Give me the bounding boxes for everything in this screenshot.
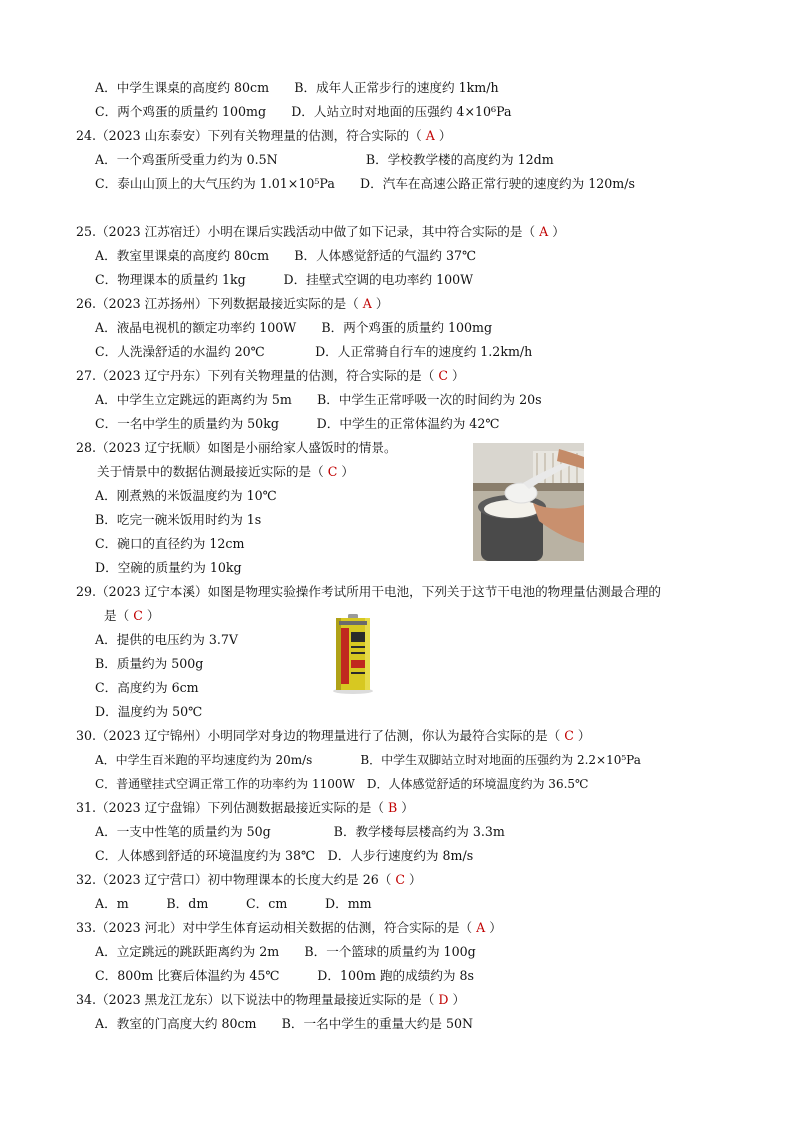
q24-options-cd: C．泰山山顶上的大气压约为 1.01×10⁵Pa D．汽车在高速公路正常行驶的速度约为 120m/s xyxy=(95,176,635,191)
q33-options-ab: A．立定跳远的跳跃距离约为 2m B．一个篮球的质量约为 100g xyxy=(95,944,476,959)
q27-stem: 27.（2023 辽宁丹东）下列有关物理量的估测，符合实际的是（ C ） xyxy=(76,368,465,383)
q33-stem: 33.（2023 河北）对中学生体育运动相关数据的估测，符合实际的是（ A ） xyxy=(76,920,502,935)
q26-options-cd: C．人洗澡舒适的水温约 20℃ D．人正常骑自行车的速度约 1.2km/h xyxy=(95,344,533,359)
q28-stem-cont: 关于情景中的数据估测最接近实际的是（ C ） xyxy=(97,464,354,479)
q34-answer: D xyxy=(438,992,449,1007)
q31-stem: 31.（2023 辽宁盘锦）下列估测数据最接近实际的是（ B ） xyxy=(76,800,414,815)
q26-options-ab: A．液晶电视机的额定功率约 100W B．两个鸡蛋的质量约 100mg xyxy=(95,320,493,335)
q27-options-cd: C．一名中学生的质量约为 50kg D．中学生的正常体温约为 42℃ xyxy=(95,416,500,431)
q27-answer: C xyxy=(438,368,448,383)
q24-options-ab: A．一个鸡蛋所受重力约为 0.5N B．学校教学楼的高度约为 12dm xyxy=(95,152,554,167)
q24-answer: A xyxy=(425,128,435,143)
q31-options-cd: C．人体感到舒适的环境温度约为 38℃ D．人步行速度约为 8m/s xyxy=(95,848,474,863)
battery-photo xyxy=(330,612,376,695)
q26-stem: 26.（2023 江苏扬州）下列数据最接近实际的是（ A ） xyxy=(76,296,389,311)
q32-stem: 32.（2023 辽宁营口）初中物理课本的长度大约是 26（ C ） xyxy=(76,872,422,887)
q25-options-cd: C．物理课本的质量约 1kg D．挂壁式空调的电功率约 100W xyxy=(95,272,474,287)
q28-option-c: C．碗口的直径约为 12cm xyxy=(95,536,245,551)
q32-answer: C xyxy=(395,872,406,887)
q28-option-d: D．空碗的质量约为 10kg xyxy=(95,560,242,575)
q29-option-d: D．温度约为 50℃ xyxy=(95,704,203,719)
q29-option-c: C．高度约为 6cm xyxy=(95,680,199,695)
q25-options-ab: A．教室里课桌的高度约 80cm B．人体感觉舒适的气温约 37℃ xyxy=(95,248,477,263)
q30-answer: C xyxy=(564,728,574,743)
q30-options-ab: A．中学生百米跑的平均速度约为 20m/s B．中学生双脚站立时对地面的压强约为 2.2×10⁵Pa xyxy=(95,753,641,767)
q25-answer: A xyxy=(539,224,549,239)
q25-stem: 25.（2023 江苏宿迁）小明在课后实践活动中做了如下记录，其中符合实际的是（ A ） xyxy=(76,224,565,239)
q28-option-b: B．吃完一碗米饭用时约为 1s xyxy=(95,512,262,527)
q28-stem: 28.（2023 辽宁抚顺）如图是小丽给家人盛饭时的情景。 xyxy=(76,440,397,455)
q28-option-a: A．刚煮熟的米饭温度约为 10℃ xyxy=(95,488,277,503)
q30-stem: 30.（2023 辽宁锦州）小明同学对身边的物理量进行了估测，你认为最符合实际的是（ C ） xyxy=(76,728,591,743)
q23-options-ab: A．中学生课桌的高度约 80cm B．成年人正常步行的速度约 1km/h xyxy=(95,80,499,95)
q27-options-ab: A．中学生立定跳远的距离约为 5m B．中学生正常呼吸一次的时间约为 20s xyxy=(95,392,542,407)
rice-serving-photo xyxy=(473,443,584,561)
q32-options: A．m B．dm C．cm D．mm xyxy=(95,896,372,911)
q29-option-a: A．提供的电压约为 3.7V xyxy=(95,632,238,647)
q29-stem-cont: 是（ C ） xyxy=(104,608,160,623)
q30-options-cd: C．普通壁挂式空调正常工作的功率约为 1100W D．人体感觉舒适的环境温度约为 36.5℃ xyxy=(95,777,589,791)
q29-option-b: B．质量约为 500g xyxy=(95,656,204,671)
q26-answer: A xyxy=(362,296,372,311)
q24-stem: 24.（2023 山东泰安）下列有关物理量的估测，符合实际的（ A ） xyxy=(76,128,452,143)
q23-options-cd: C．两个鸡蛋的质量约 100mg D．人站立时对地面的压强约 4×10⁶Pa xyxy=(95,104,512,119)
q33-answer: A xyxy=(476,920,486,935)
q31-answer: B xyxy=(387,800,398,815)
q33-options-cd: C．800m 比赛后体温约为 45℃ D．100m 跑的成绩约为 8s xyxy=(95,968,474,983)
q29-answer: C xyxy=(133,608,143,623)
q34-stem: 34.（2023 黑龙江龙东）以下说法中的物理量最接近实际的是（ D ） xyxy=(76,992,466,1007)
q29-stem: 29.（2023 辽宁本溪）如图是物理实验操作考试所用干电池，下列关于这节干电池的物理量估测最合理的 xyxy=(76,584,662,599)
q28-answer: C xyxy=(327,464,338,479)
q34-options-ab: A．教室的门高度大约 80cm B．一名中学生的重量大约是 50N xyxy=(95,1016,474,1031)
q31-options-ab: A．一支中性笔的质量约为 50g B．教学楼每层楼高约为 3.3m xyxy=(95,824,505,839)
